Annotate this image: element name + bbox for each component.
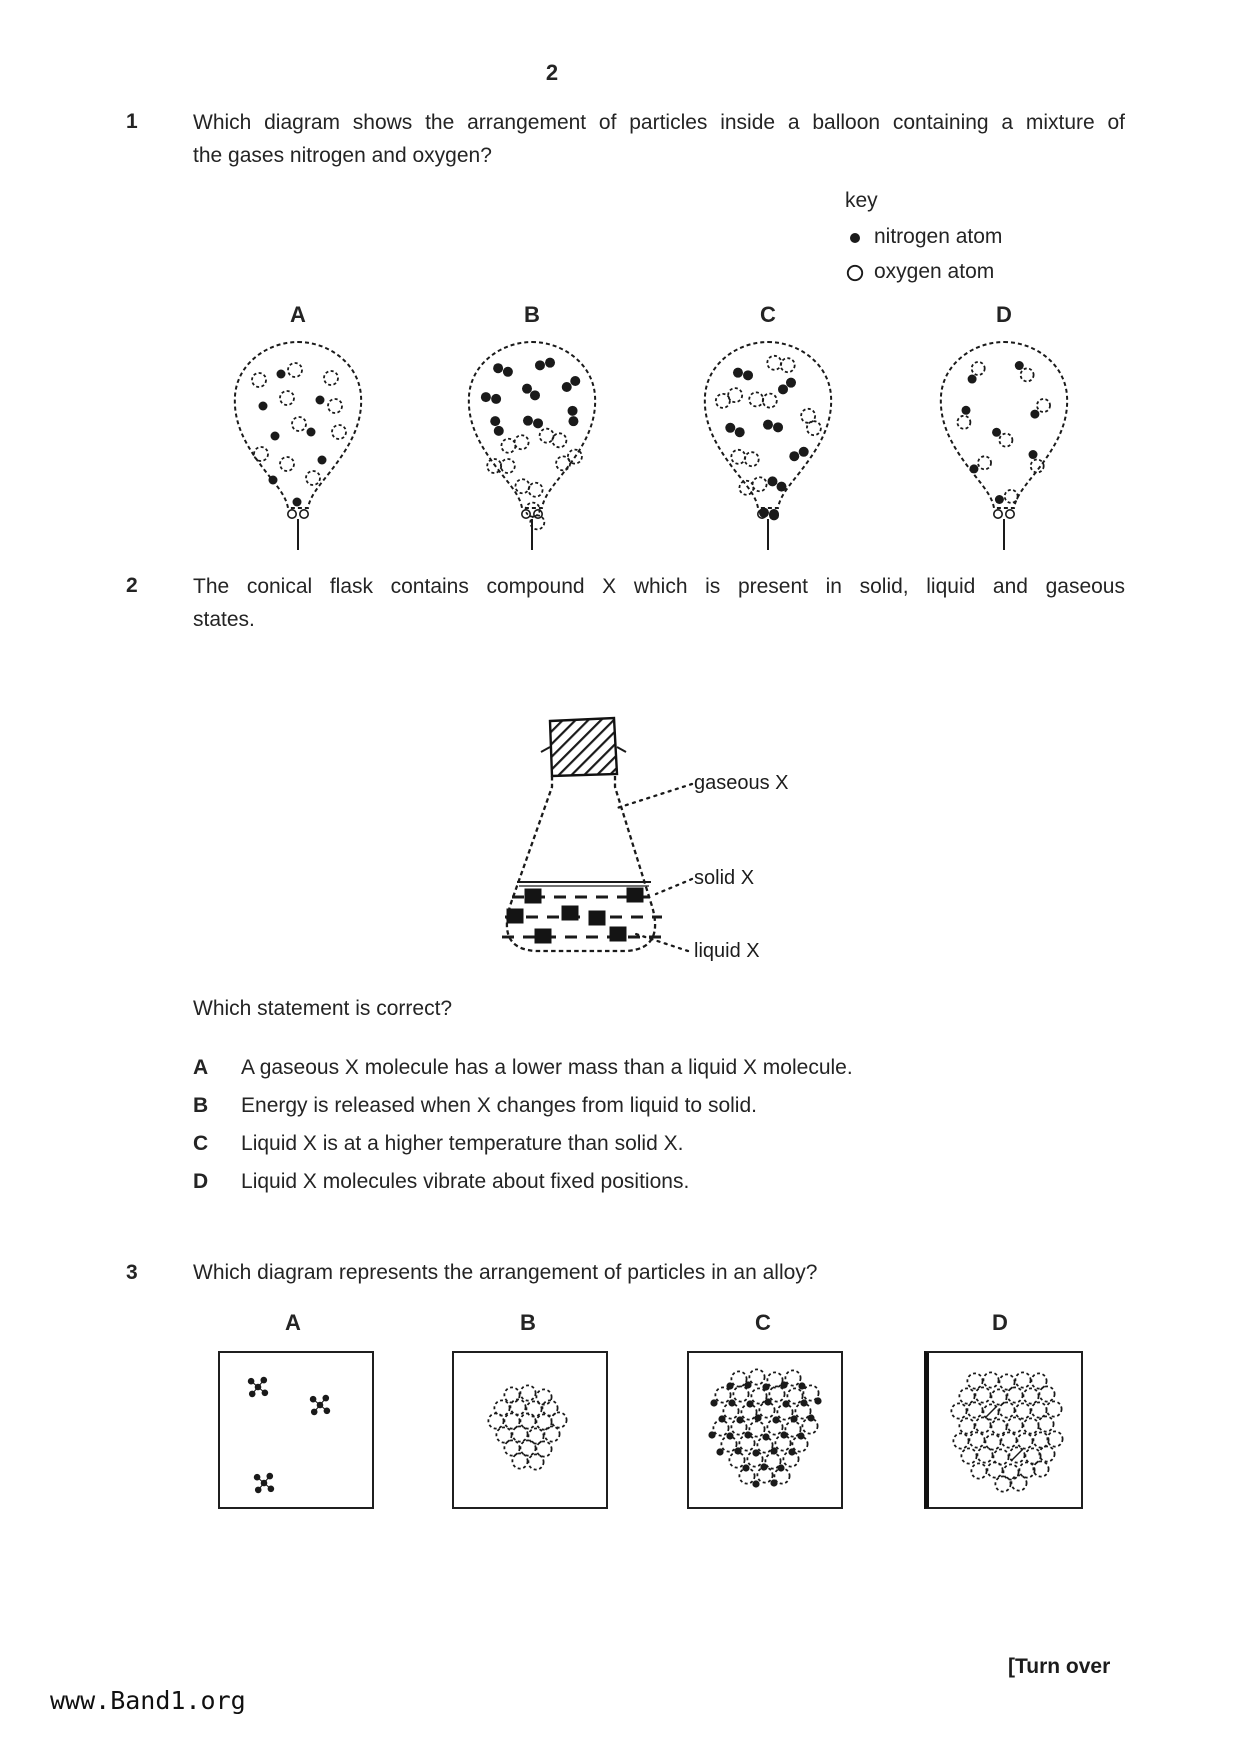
q2-option-c-text: Liquid X is at a higher temperature than solid X. bbox=[241, 1132, 684, 1155]
q1-number: 1 bbox=[126, 110, 138, 133]
q2-option-c-letter: C bbox=[193, 1132, 209, 1155]
q2-option-d bbox=[193, 1170, 689, 1194]
q1-text-line1: Which diagram shows the arrangement of particles inside a balloon containing a mixture of bbox=[193, 111, 1125, 134]
key-oxygen-row bbox=[845, 260, 1002, 284]
q2-prompt: Which statement is correct? bbox=[193, 997, 453, 1020]
q2-option-b-text: Energy is released when X changes from liquid to solid. bbox=[241, 1094, 757, 1117]
leader-lines bbox=[614, 784, 692, 951]
key-oxygen-label: oxygen atom bbox=[874, 260, 995, 283]
flask-stopper bbox=[550, 718, 617, 776]
q2-text-line1: The conical flask contains compound X which is present in solid, liquid and gaseous bbox=[193, 575, 1125, 598]
alloy-label-a: A bbox=[285, 1310, 301, 1335]
balloon-diagram-c bbox=[693, 338, 843, 563]
q2-number: 2 bbox=[126, 574, 138, 597]
turn-over-note: [Turn over bbox=[1008, 1655, 1111, 1678]
q2-option-b bbox=[193, 1094, 757, 1118]
q3-text: Which diagram represents the arrangement of particles in an alloy? bbox=[193, 1261, 818, 1284]
page-number: 2 bbox=[545, 60, 559, 85]
q3-number: 3 bbox=[126, 1261, 138, 1284]
alloy-label-d: D bbox=[992, 1310, 1008, 1335]
balloon-label-b: B bbox=[524, 302, 540, 327]
q2-option-c bbox=[193, 1132, 683, 1156]
q2-option-d-text: Liquid X molecules vibrate about fixed positions. bbox=[241, 1170, 690, 1193]
alloy-diagram-b bbox=[452, 1351, 608, 1509]
q1-text-line2: the gases nitrogen and oxygen? bbox=[193, 144, 492, 167]
label-liquid-x: liquid X bbox=[694, 940, 760, 962]
balloon-label-a: A bbox=[290, 302, 306, 327]
alloy-label-c: C bbox=[755, 1310, 771, 1335]
q2-option-a-text: A gaseous X molecule has a lower mass than a liquid X molecule. bbox=[241, 1056, 853, 1079]
q2-option-b-letter: B bbox=[193, 1094, 209, 1117]
alloy-diagram-d bbox=[924, 1351, 1083, 1509]
label-solid-x: solid X bbox=[694, 867, 755, 889]
q2-text bbox=[193, 570, 1125, 636]
q1-text bbox=[193, 106, 1125, 172]
q2-option-a bbox=[193, 1056, 853, 1080]
alloy-diagram-a bbox=[218, 1351, 374, 1509]
conical-flask-diagram bbox=[430, 635, 760, 970]
key-nitrogen-label: nitrogen atom bbox=[874, 225, 1003, 248]
key-title: key bbox=[845, 189, 878, 212]
balloon-diagram-b bbox=[457, 338, 607, 563]
balloon-diagram-a bbox=[223, 338, 373, 563]
oxygen-atom-icon bbox=[845, 262, 865, 282]
balloon-diagram-d bbox=[929, 338, 1079, 563]
nitrogen-atom-icon bbox=[845, 227, 865, 247]
label-gaseous-x: gaseous X bbox=[694, 772, 789, 794]
watermark-url: www.Band1.org bbox=[50, 1686, 246, 1715]
alloy-diagram-c bbox=[687, 1351, 843, 1509]
particle-key bbox=[845, 188, 1002, 284]
q2-option-d-letter: D bbox=[193, 1170, 209, 1193]
alloy-label-b: B bbox=[520, 1310, 536, 1335]
key-nitrogen-row bbox=[845, 225, 1002, 249]
q2-text-line2: states. bbox=[193, 608, 255, 631]
q2-option-a-letter: A bbox=[193, 1056, 209, 1079]
balloon-label-d: D bbox=[996, 302, 1012, 327]
balloon-label-c: C bbox=[760, 302, 776, 327]
